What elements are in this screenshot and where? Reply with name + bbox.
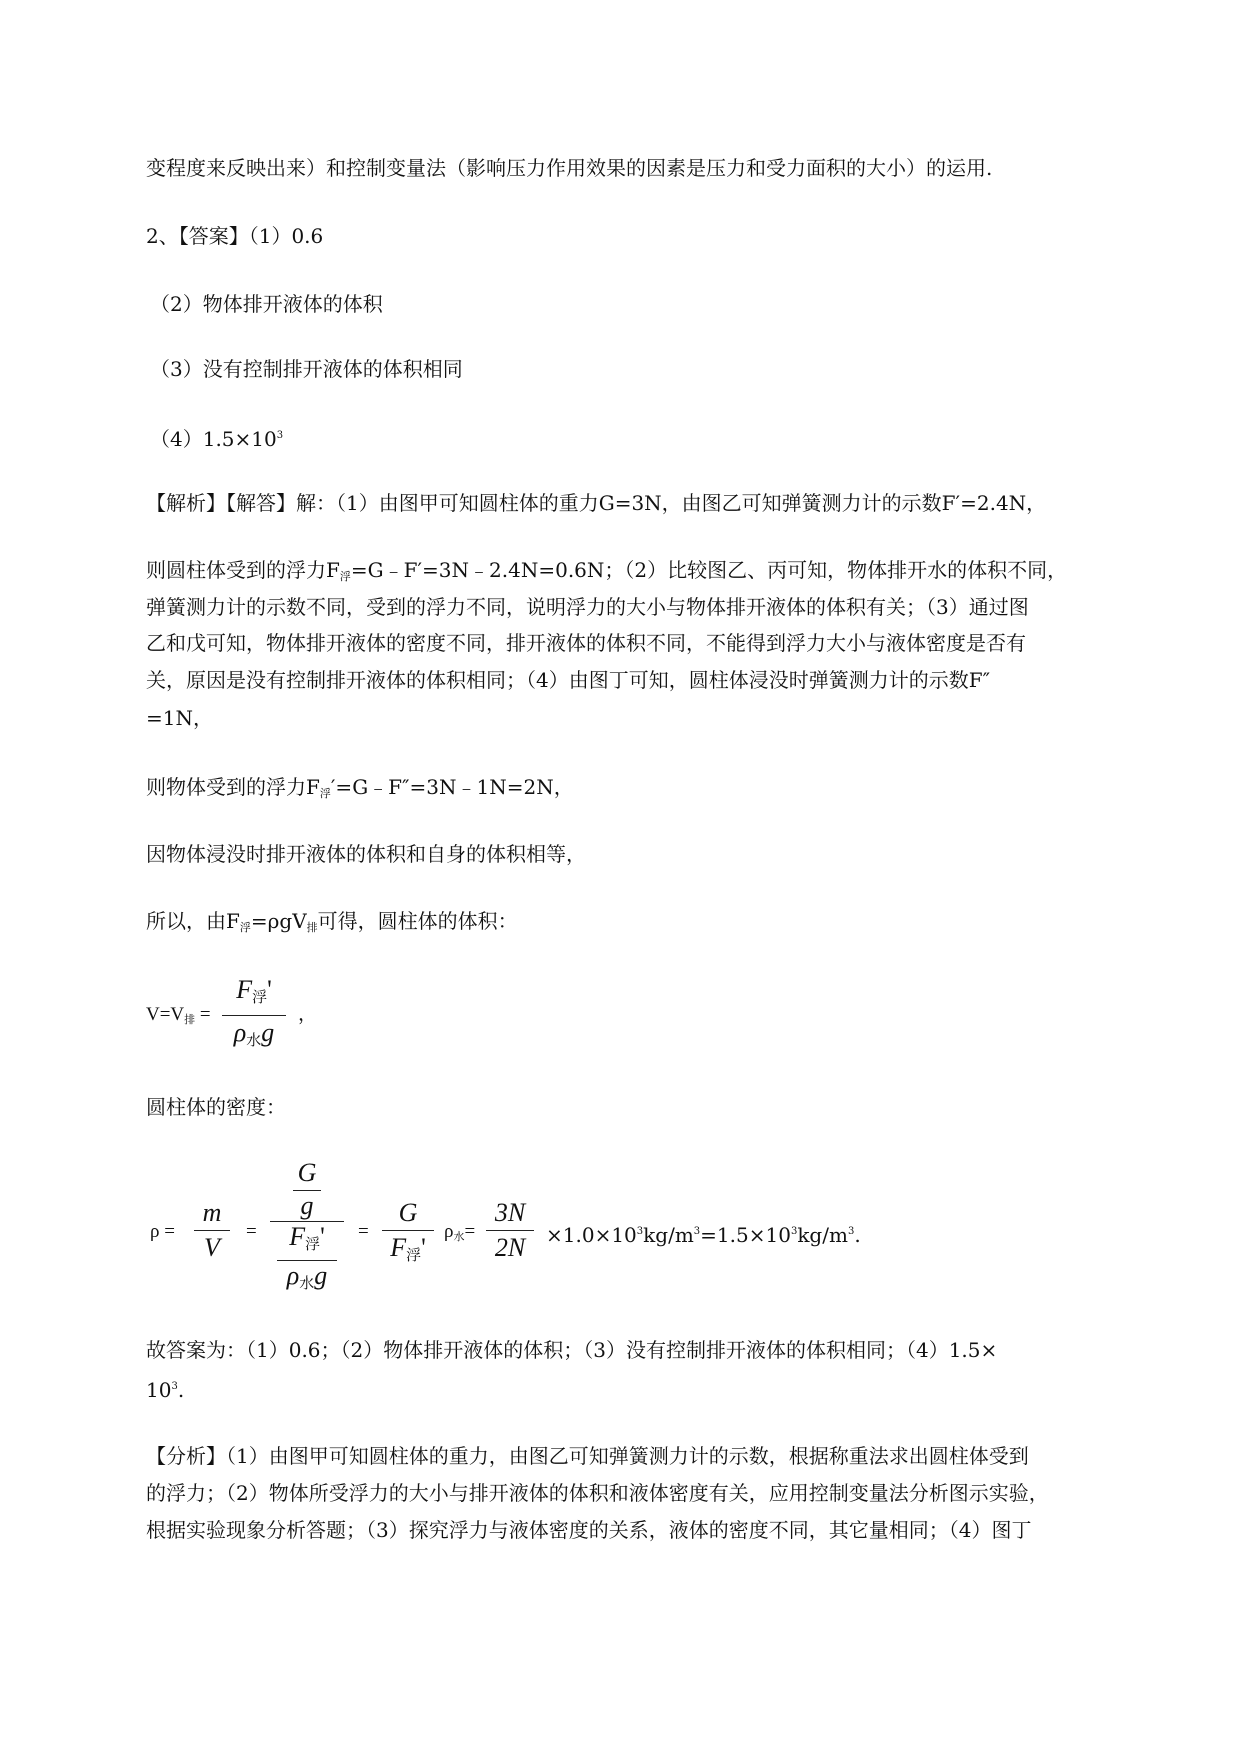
analysis-line-2: 则圆柱体受到的浮力$F_浮=G﹣F'=3N﹣2.4N=0.6N$；（2）比较图乙、丙可知，物体排开水的体积不同， [146, 558, 1068, 583]
g-over-f: G $F_浮'$ [382, 1198, 434, 1271]
fenxi-line-3: 根据实验现象分析答题；（3）探究浮力与液体密度的关系，液体的密度不同，其它量相同；（4）图丁 [146, 1518, 1032, 1542]
analysis-line-6: =1N， [146, 706, 213, 730]
analysis-line-3: 弹簧测力计的示数不同，受到的浮力不同，说明浮力的大小与物体排开液体的体积有关；（3）通过图 [146, 595, 1029, 619]
analysis-line-9: 所以，由$F_浮=\rho gV_排$可得，圆柱体的体积： [146, 909, 518, 934]
compound-fraction: G g $F_浮'$ $\rho_水g$ [270, 1158, 344, 1297]
final-answer-line-2: $10^3$. [146, 1378, 185, 1402]
final-answer-line-1: 故答案为：（1）0.6；（2）物体排开液体的体积；（3）没有控制排开液体的体积相同；（4）1.5× [146, 1338, 998, 1362]
volume-formula: $V=V_排$ = $F_浮'$ $\rho_水g$ ， [146, 975, 446, 1055]
volume-fraction: $F_浮'$ $\rho_水g$ [222, 975, 286, 1056]
answer-heading: 2、【答案】（1）0.6 [146, 224, 324, 248]
fenxi-line-1: 【分析】（1）由图甲可知圆柱体的重力，由图乙可知弹簧测力计的示数，根据称重法求出圆柱体受到 [146, 1444, 1029, 1468]
density-formula: ρ = m V = G g $F_浮'$ $\rho_水g$ = G $F_浮'$ $\rho_水=$ 3N 2N $\times 1.0\times 10^3kg/m^3=1.5\times 10^3kg/m^3$. [146, 1158, 1046, 1308]
ratio-3n-2n: 3N 2N [486, 1198, 534, 1263]
m-over-v: m V [194, 1198, 230, 1263]
density-result: $\times 1.0\times 10^3kg/m^3=1.5\times 10^3kg/m^3$. [546, 1223, 861, 1247]
answer-tag: 【答案】 [178, 224, 249, 248]
answer-item-4: $(4)1.5\times 10^3$ [150, 427, 284, 451]
analysis-line-8: 因物体浸没时排开液体的体积和自身的体积相等， [146, 842, 586, 866]
answer-item-2: （2）物体排开液体的体积 [150, 292, 383, 316]
analysis-line-5: 关，原因是没有控制排开液体的体积相同；（4）由图丁可知，圆柱体浸没时弹簧测力计的示数F″ [146, 668, 991, 692]
analysis-line-7: 则物体受到的浮力$F_浮'=G﹣F''=3N﹣1N=2N$， [146, 775, 574, 800]
density-label: 圆柱体的密度： [146, 1095, 286, 1119]
answer-item-3: （3）没有控制排开液体的体积相同 [150, 357, 463, 381]
fenxi-line-2: 的浮力；（2）物体所受浮力的大小与排开液体的体积和液体密度有关，应用控制变量法分析图示实验， [146, 1481, 1049, 1505]
analysis-line-4: 乙和戊可知，物体排开液体的密度不同，排开液体的体积不同，不能得到浮力大小与液体密度是否有 [146, 631, 1026, 655]
text-line-1: 变程度来反映出来）和控制变量法（影响压力作用效果的因素是压力和受力面积的大小）的运用. [146, 156, 993, 180]
analysis-line-1: 【解析】【解答】解：（1）由图甲可知圆柱体的重力G=3N，由图乙可知弹簧测力计的示数F′=2.4N， [146, 491, 1047, 515]
fenxi-tag: 【分析】 [146, 1444, 226, 1468]
